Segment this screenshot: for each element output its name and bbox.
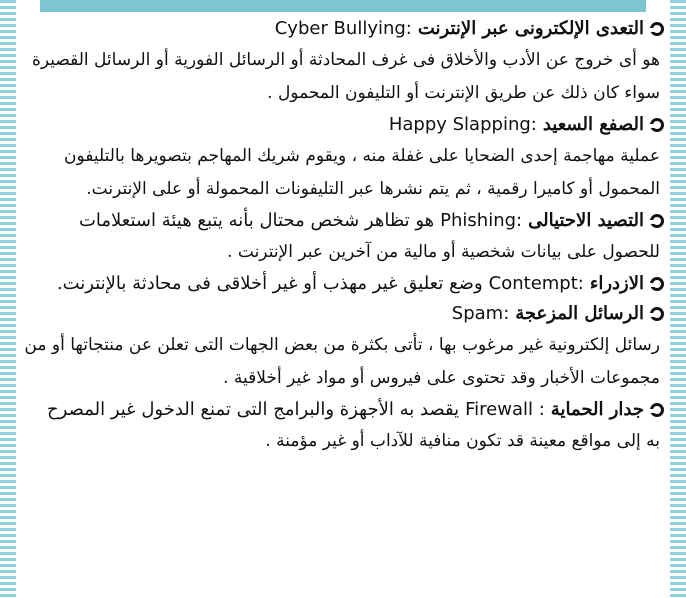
term-english: Phishing: (440, 210, 523, 231)
definition-inline-text: وضع تعليق غير مهذب أو غير أخلاقى فى محادثة بالإنترنت. (56, 273, 483, 294)
bullet-icon (650, 277, 664, 291)
entry-heading (22, 269, 664, 299)
entry-happy-slapping (22, 110, 664, 206)
entry-heading (22, 299, 664, 329)
definition-text: به إلى مواقع معينة قد تكون منافية للآداب أو غير مؤمنة . (265, 431, 660, 451)
entry-heading (22, 14, 664, 44)
term-english: Cyber Bullying: (274, 18, 412, 39)
term-english: Firewall : (465, 399, 545, 420)
right-dotted-border (670, 0, 686, 598)
bullet-icon (650, 214, 664, 228)
bullet-icon (650, 118, 664, 132)
entry-cyber-bullying (22, 14, 664, 110)
definition-inline-text: هو تظاهر شخص محتال بأنه يتبع هيئة استعلامات (78, 210, 435, 231)
term-arabic: جدار الحماية (550, 399, 644, 420)
entry-heading (22, 206, 664, 236)
term-arabic: الرسائل المزعجة (515, 303, 644, 324)
term-arabic: الصفع السعيد (542, 114, 644, 135)
entry-heading (22, 395, 664, 425)
top-border (0, 0, 686, 12)
term-english: Happy Slapping: (388, 114, 537, 135)
term-english: Contempt: (488, 273, 584, 294)
term-arabic: التصيد الاحتيالى (528, 210, 644, 231)
definition-text: عملية مهاجمة إحدى الضحايا على غفلة منه ، ويقوم شريك المهاجم بتصويرها بالتليفون المحمول أو كاميرا رقمية ، ثم يتم نشرها عبر التليفونات المحمولة أو على الإنترنت. (63, 146, 660, 199)
bullet-icon (650, 22, 664, 36)
glossary-content (22, 14, 664, 598)
definition-text: هو أى خروج عن الأدب والأخلاق فى غرف المحادثة أو الرسائل الفورية أو الرسائل القصيرة سواء كان ذلك عن طريق الإنترنت أو التليفون المحمول . (31, 50, 660, 103)
entry-contempt (22, 269, 664, 299)
left-dotted-border (0, 0, 16, 598)
entry-spam (22, 299, 664, 395)
entry-phishing (22, 206, 664, 269)
entry-heading (22, 110, 664, 140)
term-arabic: الازدراء (589, 273, 644, 294)
definition-inline-text: يقصد به الأجهزة والبرامج التى تمنع الدخول غير المصرح (47, 399, 460, 420)
term-english: Spam: (451, 303, 510, 324)
bullet-icon (650, 403, 664, 417)
definition-text: رسائل إلكترونية غير مرغوب بها ، تأتى بكثرة من بعض الجهات التى تعلن عن منتجاتها أو من مجموعات الأخبار وقد تحتوى على فيروس أو مواد غير أخلاقية . (24, 335, 660, 388)
definition-text: للحصول على بيانات شخصية أو مالية من آخرين عبر الإنترنت . (227, 242, 660, 262)
entry-firewall (22, 395, 664, 458)
bullet-icon (650, 307, 664, 321)
term-arabic: التعدى الإلكترونى عبر الإنترنت (417, 18, 644, 39)
